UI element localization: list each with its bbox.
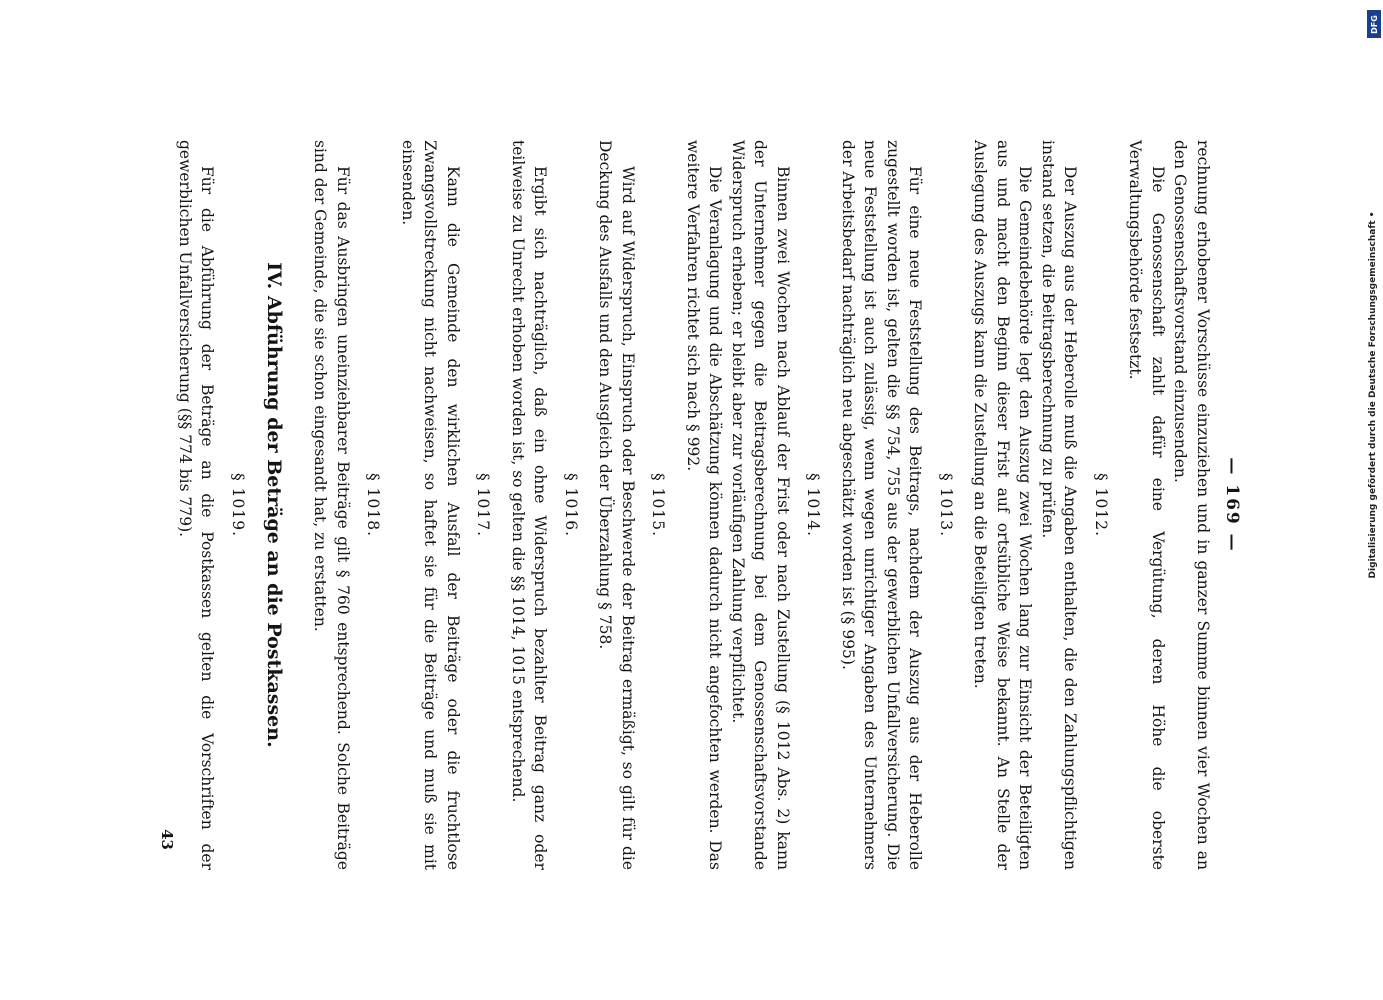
paragraph-1012-1: Der Auszug aus der Heberolle muß die Angaben enthalten, die den Zahlungspflichtigen instand setzen, die Beitragsberechnung zu prüfen. bbox=[1039, 140, 1080, 870]
paragraph-1: rechnung erhobener Vorschüsse einzuziehen und in ganzer Summe binnen vier Wochen an den Genossenschaftsvorstand einzusenden. bbox=[1171, 140, 1212, 870]
section-1017-heading: § 1017. bbox=[474, 472, 493, 538]
paragraph-1017: Kann die Gemeinde den wirklichen Ausfall der Beiträge oder die fruchtlose Zwangsvollstreckung nicht nachweisen, so haftet sie für die Beiträge und muß sie mit einsenden. bbox=[399, 140, 462, 870]
paragraph-1018: Für das Ausbringen uneinziehbarer Beiträge gilt § 760 entsprechend. Solche Beiträge sind der Gemeinde, die sie schon eingesandt hat, zu erstatten. bbox=[311, 140, 352, 870]
section-1012-heading: § 1012. bbox=[1092, 472, 1110, 538]
paragraph-1019: Für die Abführung der Beträge an die Postkassen gelten die Vorschriften der gewerblichen Unfallversicherung (§§ 774 bis 779). bbox=[176, 140, 217, 870]
section-1016-heading: § 1016. bbox=[562, 472, 580, 538]
page-content bbox=[140, 140, 1250, 870]
section-1014-heading: § 1014. bbox=[804, 472, 823, 538]
dfg-logo-icon bbox=[1367, 10, 1381, 38]
paragraph-1016: Ergibt sich nachträglich, daß ein ohne Widerspruch bezahlter Beitrag ganz oder teilweise zu Unrecht erhoben worden ist, so gelten die §§ 1014, 1015 entsprechend. bbox=[509, 140, 550, 870]
paragraph-1015: Wird auf Widerspruch, Einspruch oder Beschwerde der Beitrag ermäßigt, so gilt für die Deckung des Ausfalls und den Ausgleich der Überzahlung § 758. bbox=[596, 140, 637, 870]
printer-signature: 43 bbox=[158, 829, 176, 850]
dfg-logo-label: DFG bbox=[1369, 14, 1379, 34]
paragraph-1014-1: Binnen zwei Wochen nach Ablauf der Frist oder nach Zustellung (§ 1012 Abs. 2) kann der Unternehmer gegen die Beitragsberechnung bei dem Genossenschaftsvorstande Widerspruch erheben; er bleibt aber zur vorläufigen Zahlung verpflichtet. bbox=[729, 140, 792, 870]
digitization-note-text: Digitalisierung gefördert durch die Deutsche Forschungsgemeinschaft • bbox=[1368, 211, 1378, 579]
paragraph-1012-2: Die Gemeindebehörde legt den Auszug zwei Wochen lang zur Einsicht der Beteiligten aus und macht den Beginn dieser Frist auf ortsübliche Weise bekannt. An Stelle der Auslegung des Auszugs kann die Zustellung an die Beteiligten treten. bbox=[971, 140, 1035, 870]
rotated-page bbox=[140, 140, 1250, 870]
part-iv-title: IV. Abführung der Beträge an die Postkassen. bbox=[263, 262, 285, 748]
section-1019-heading: § 1019. bbox=[229, 472, 247, 538]
section-1018-heading: § 1018. bbox=[364, 472, 383, 538]
section-1015-heading: § 1015. bbox=[649, 472, 668, 538]
page-header: — 169 — bbox=[1222, 457, 1242, 553]
section-1013-heading: § 1013. bbox=[937, 472, 955, 538]
paragraph-2: Die Genossenschaft zahlt dafür eine Vergütung, deren Höhe die oberste Verwaltungsbehörde festsetzt. bbox=[1126, 140, 1167, 870]
paragraph-1013: Für eine neue Feststellung des Beitrags, nachdem der Auszug aus der Heberolle zugestellt worden ist, gelten die §§ 754, 755 aus der gewerblichen Unfallversicherung. Die neue Feststellung ist auch zulässig, wenn wegen unrichtiger Angaben des Unternehmers der Arbeitsbedarf nachträglich neu abgeschätzt worden ist (§ 995). bbox=[839, 140, 925, 870]
paragraph-1014-2: Die Veranlagung und die Abschätzung können dadurch nicht angefochten werden. Das weitere Verfahren richtet sich nach § 992. bbox=[684, 140, 725, 870]
